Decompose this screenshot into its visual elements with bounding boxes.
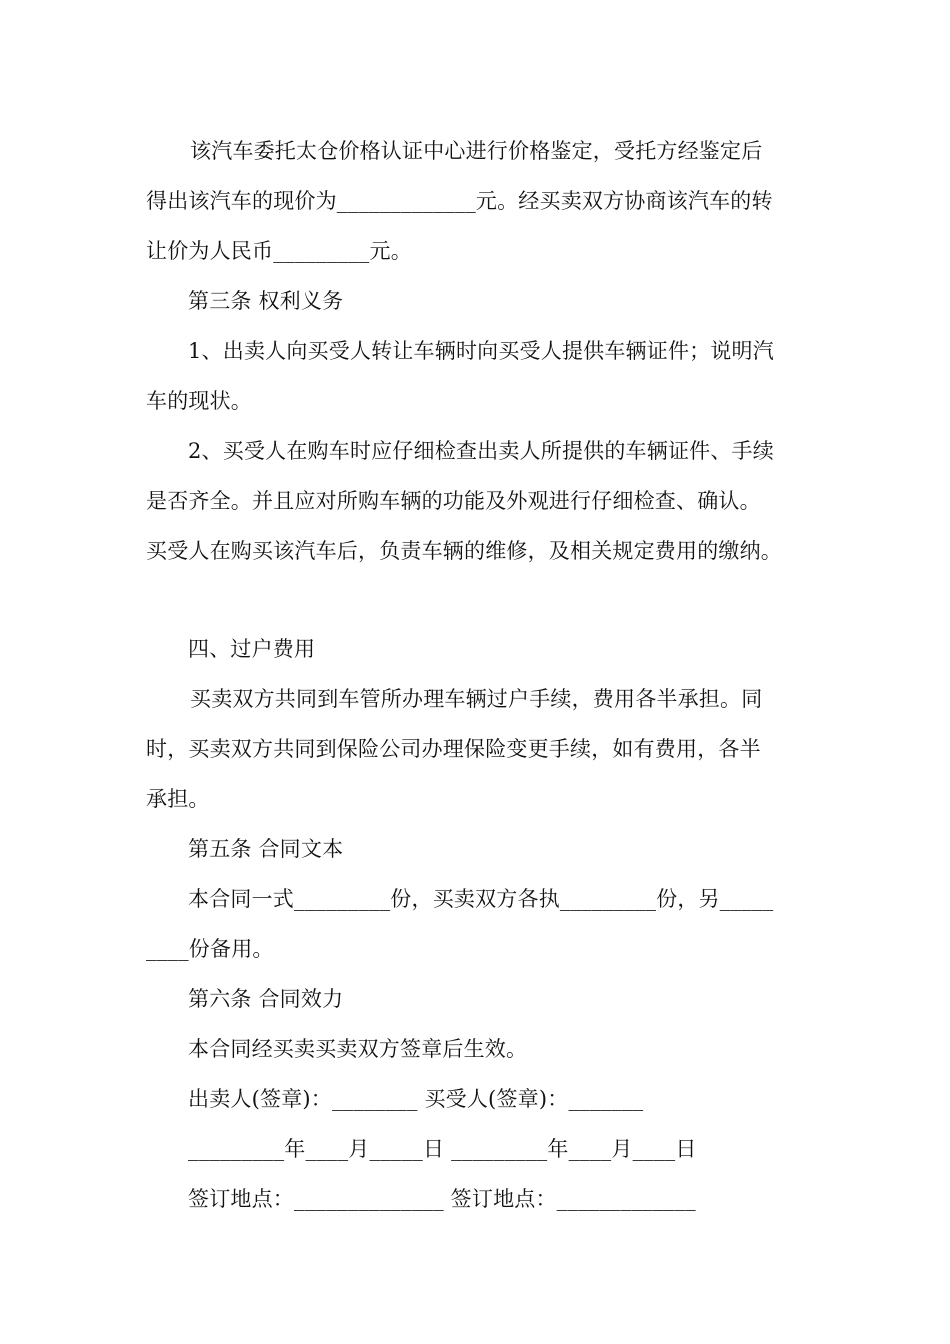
paragraph-line: 是否齐全。并且应对所购车辆的功能及外观进行仔细检查、确认。 xyxy=(146,489,761,513)
paragraph-line: 车的现状。 xyxy=(146,389,252,413)
paragraph-line: 得出该汽车的现价为_____________元。经买卖双方协商该汽车的转 xyxy=(146,189,773,213)
section-heading: 四、过户费用 xyxy=(188,637,316,661)
paragraph-line: 本合同一式_________份，买卖双方各执_________份，另_____ xyxy=(188,887,774,911)
date-line: _________年____月_____日 _________年____月____日 xyxy=(188,1137,697,1161)
location-line: 签订地点：______________ 签订地点：_____________ xyxy=(188,1187,696,1211)
paragraph-line: 1、出卖人向买受人转让车辆时向买受人提供车辆证件；说明汽 xyxy=(188,339,774,363)
section-heading: 第五条 合同文本 xyxy=(188,837,344,861)
paragraph-line: 让价为人民币_________元。 xyxy=(146,239,412,263)
section-heading: 第三条 权利义务 xyxy=(188,289,344,313)
paragraph-line: 买卖双方共同到车管所办理车辆过户手续，费用各半承担。同 xyxy=(190,687,763,711)
paragraph-line: 该汽车委托太仓价格认证中心进行价格鉴定，受托方经鉴定后 xyxy=(190,139,763,163)
signature-line: 出卖人(签章)：________ 买受人(签章)：_______ xyxy=(188,1087,644,1111)
paragraph-line: 承担。 xyxy=(146,787,210,811)
paragraph-line: ____份备用。 xyxy=(146,937,274,961)
section-heading: 第六条 合同效力 xyxy=(188,987,344,1011)
paragraph-line: 时，买卖双方共同到保险公司办理保险变更手续，如有费用，各半 xyxy=(146,737,761,761)
paragraph-line: 2、买受人在购车时应仔细检查出卖人所提供的车辆证件、手续 xyxy=(188,439,774,463)
paragraph-line: 买受人在购买该汽车后，负责车辆的维修，及相关规定费用的缴纳。 xyxy=(146,539,782,563)
paragraph-line: 本合同经买卖买卖双方签章后生效。 xyxy=(188,1037,528,1061)
